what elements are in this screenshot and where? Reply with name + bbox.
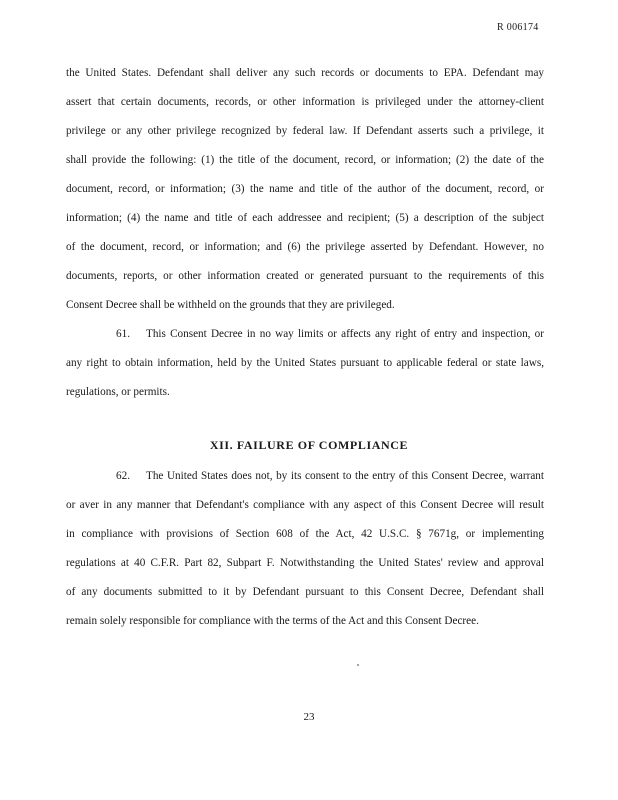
body-line: shall provide the following: (1) the title of the document, record, or information; (2) the date of the (66, 154, 544, 166)
body-line: document, record, or information; (3) the name and title of the author of the document, record, or (66, 183, 544, 195)
body-line: Consent Decree shall be withheld on the grounds that they are privileged. (66, 299, 395, 311)
body-text: The United States does not, by its consent to the entry of this Consent Decree, warrant (146, 470, 544, 482)
section-heading: XII. FAILURE OF COMPLIANCE (209, 438, 409, 452)
body-line: of the document, record, or information; and (6) the privilege asserted by Defendant. However, no (66, 241, 544, 253)
paragraph-number: 62. (116, 470, 130, 482)
body-line: information; (4) the name and title of each addressee and recipient; (5) a description of the subject (66, 212, 544, 224)
body-line: regulations, or permits. (66, 386, 170, 398)
body-line: privilege or any other privilege recognized by federal law. If Defendant asserts such a privilege, it (66, 125, 544, 137)
body-line: the United States. Defendant shall deliver any such records or documents to EPA. Defendant may (66, 67, 544, 79)
scan-speck (357, 664, 359, 666)
body-line: any right to obtain information, held by the United States pursuant to applicable federal or state laws, (66, 357, 544, 369)
bates-number: R 006174 (497, 22, 539, 33)
body-line: documents, reports, or other information created or generated pursuant to the requirements of this (66, 270, 544, 282)
body-line: regulations at 40 C.F.R. Part 82, Subpart F. Notwithstanding the United States' review and approval (66, 557, 544, 569)
body-line: assert that certain documents, records, or other information is privileged under the attorney-client (66, 96, 544, 108)
page-number: 23 (303, 711, 315, 723)
body-line: in compliance with provisions of Section 608 of the Act, 42 U.S.C. § 7671g, or implementing (66, 528, 544, 540)
paragraph-61-first-line (116, 327, 544, 341)
body-line: remain solely responsible for compliance with the terms of the Act and this Consent Decree. (66, 615, 479, 627)
body-line: or aver in any manner that Defendant's compliance with any aspect of this Consent Decree will result (66, 499, 544, 511)
paragraph-62-first-line (116, 469, 544, 483)
body-line: of any documents submitted to it by Defendant pursuant to this Consent Decree, Defendant shall (66, 586, 544, 598)
body-text: This Consent Decree in no way limits or affects any right of entry and inspection, or (146, 328, 544, 340)
paragraph-number: 61. (116, 328, 130, 340)
